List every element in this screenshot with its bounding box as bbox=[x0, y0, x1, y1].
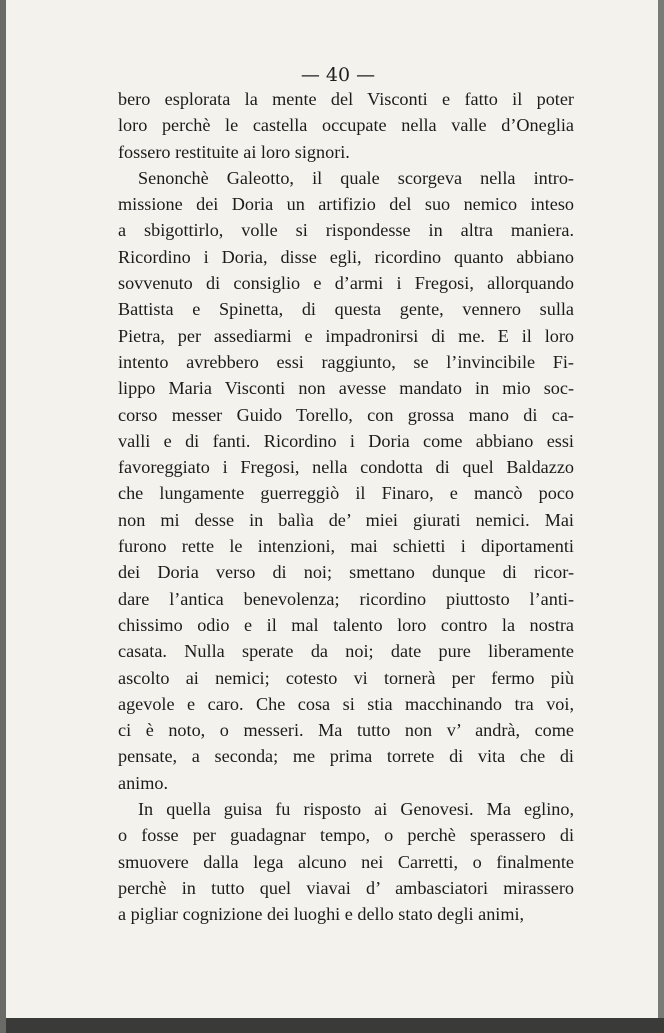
text-line: ascolto ai nemici; cotesto vi tornerà per fermo più bbox=[118, 667, 574, 688]
text-line: o fosse per guadagnar tempo, o perchè sperassero di bbox=[118, 825, 574, 846]
text-line: sovvenuto di consiglio e d’armi i Fregosi, allorquando bbox=[118, 273, 574, 294]
text-line: loro perchè le castella occupate nella valle d’Oneglia bbox=[118, 115, 574, 136]
text-line: corso messer Guido Torello, con grossa mano di ca- bbox=[118, 404, 574, 425]
page-number: — 40 — bbox=[300, 64, 376, 86]
text-line: perchè in tutto quel viavai d’ ambasciatori mirassero bbox=[118, 877, 574, 898]
text-line: pensate, a seconda; me prima torrete di vita che di bbox=[118, 746, 574, 767]
text-line: a sbigottirlo, volle si rispondesse in altra maniera. bbox=[118, 220, 574, 241]
scan-edge bbox=[6, 1018, 664, 1033]
text-line: Battista e Spinetta, di questa gente, vennero sulla bbox=[118, 299, 574, 320]
text-line: non mi desse in balìa de’ miei giurati nemici. Mai bbox=[118, 509, 574, 530]
text-line: furono rette le intenzioni, mai schietti i diportamenti bbox=[118, 536, 574, 557]
text-line: bero esplorata la mente del Visconti e fatto il poter bbox=[118, 89, 574, 109]
text-line: fossero restituite ai loro signori. bbox=[118, 141, 350, 162]
text-line: ci è noto, o messeri. Ma tutto non v’ andrà, come bbox=[118, 720, 574, 741]
body-text bbox=[118, 86, 574, 928]
text-line: animo. bbox=[118, 772, 169, 793]
text-line: favoreggiato i Fregosi, nella condotta di quel Baldazzo bbox=[118, 457, 574, 478]
text-line: dei Doria verso di noi; smettano dunque di ricor- bbox=[118, 562, 574, 583]
text-line: Pietra, per assediarmi e impadronirsi di me. E il loro bbox=[118, 325, 574, 346]
text-line: lippo Maria Visconti non avesse mandato in mio soc- bbox=[118, 378, 574, 399]
text-line: che lungamente guerreggiò il Finaro, e mancò poco bbox=[118, 483, 574, 504]
text-line: Ricordino i Doria, disse egli, ricordino quanto abbiano bbox=[118, 246, 574, 267]
text-line: In quella guisa fu risposto ai Genovesi. Ma eglino, bbox=[138, 799, 574, 820]
text-line: valli e di fanti. Ricordino i Doria come abbiano essi bbox=[118, 430, 574, 451]
text-line: smuovere dalla lega alcuno nei Carretti, o finalmente bbox=[118, 851, 574, 872]
text-line: casata. Nulla sperate da noi; date pure liberamente bbox=[118, 641, 574, 662]
text-line: agevole e caro. Che cosa si stia macchinando tra voi, bbox=[118, 693, 574, 714]
text-line: missione dei Doria un artifizio del suo nemico inteso bbox=[118, 194, 574, 215]
text-line: intento avrebbero essi raggiunto, se l’invincibile Fi- bbox=[118, 351, 574, 372]
text-line: chissimo odio e il mal talento loro contro la nostra bbox=[118, 614, 574, 635]
text-line: a pigliar cognizione dei luoghi e dello stato degli animi, bbox=[118, 904, 525, 925]
text-line: Senonchè Galeotto, il quale scorgeva nella intro- bbox=[138, 167, 574, 188]
text-line: dare l’antica benevolenza; ricordino piuttosto l’anti- bbox=[118, 588, 574, 609]
